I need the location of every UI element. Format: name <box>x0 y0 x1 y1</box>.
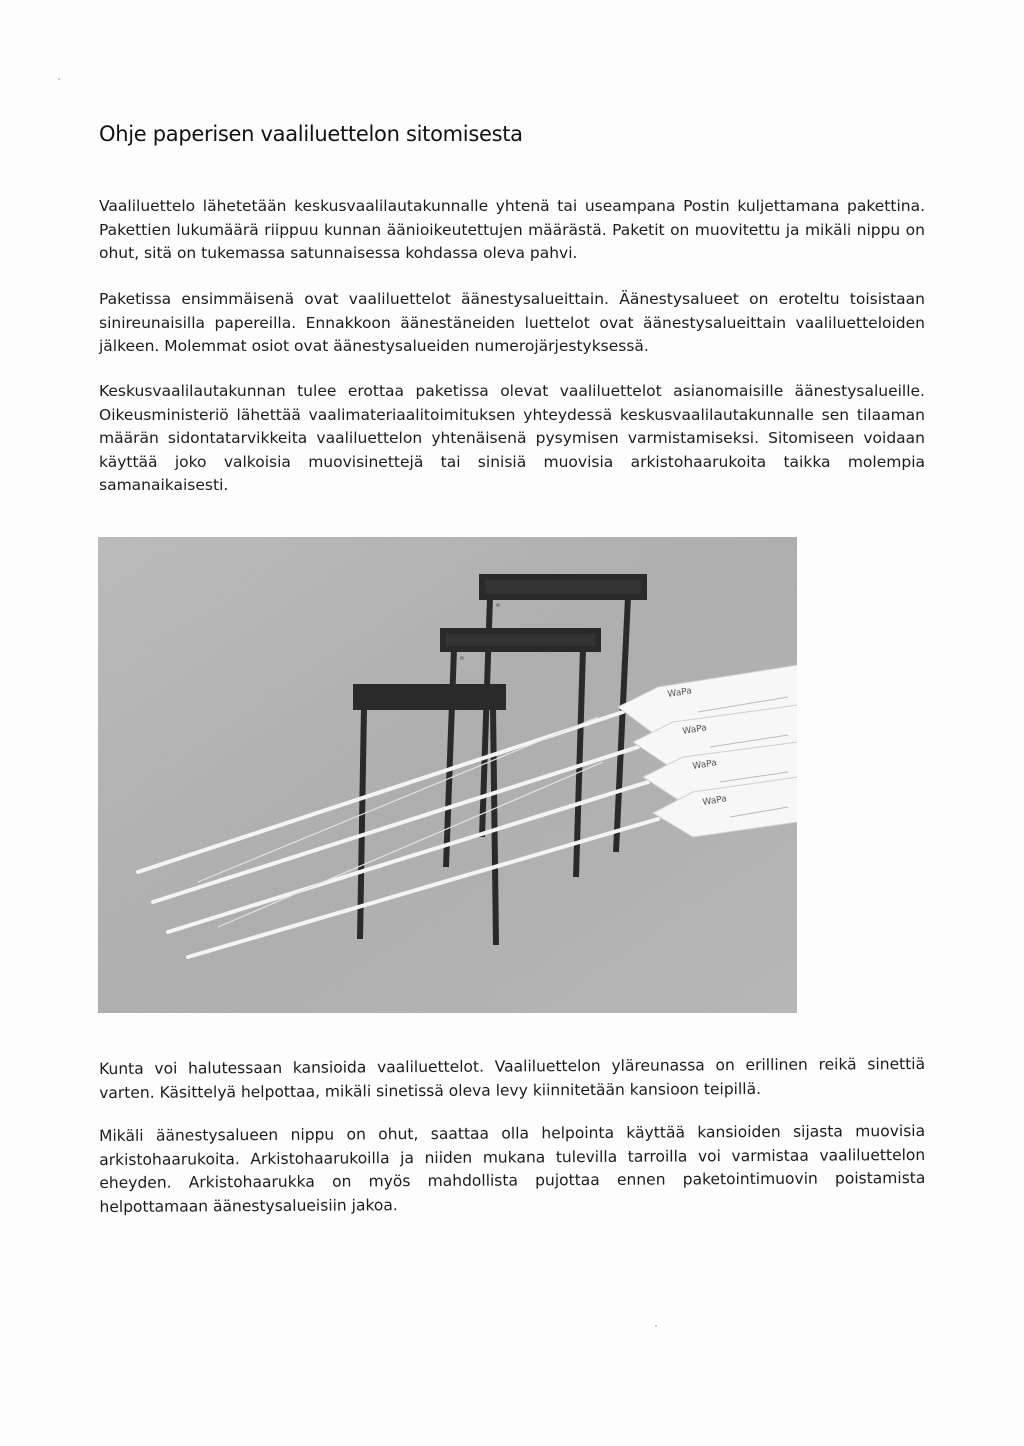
paragraph-archive-forks: Mikäli äänestysalueen nippu on ohut, saattaa olla helpointa käyttää kansioiden sijasta muovisia arkistohaarukoita. Arkistohaarukoilla ja niiden mukana tulevilla tarroilla voi varmistaa vaaliluettelon eheyden. Arkistohaarukka on myös mahdollista pujottaa ennen paketointimuovin poistamista helpottamaan äänestysalueisiin jakoa. <box>99 1121 926 1216</box>
seal-tag-label: WaPa <box>666 686 693 700</box>
seal-tag-label: WaPa <box>701 794 728 808</box>
binding-supplies-photo <box>98 537 797 1013</box>
scan-speck <box>655 1325 657 1327</box>
document-title: Ohje paperisen vaaliluettelon sitomisesta <box>99 122 523 146</box>
seal-tag-label: WaPa <box>681 723 708 737</box>
scan-speck <box>58 78 60 80</box>
paragraph-delivery: Vaaliluettelo lähetetään keskusvaalilautakunnalle yhtenä tai useampana Postin kuljettamana pakettina. Pakettien lukumäärä riippuu kunnan äänioikeutettujen määrästä. Paketit on muovitettu ja mikäli nippu on ohut, sitä on tukemassa satunnaisessa kohdassa oleva pahvi. <box>99 197 925 262</box>
paragraph-binding-supplies: Keskusvaalilautakunnan tulee erottaa paketissa olevat vaaliluettelot asianomaisille äänestysalueille. Oikeusministeriö lähettää vaalimateriaalitoimituksen yhteydessä keskusvaalilautakunnalle sen tilaaman määrän sidontatarvikkeita vaaliluettelon yhtenäisenä pysymisen varmistamiseksi. Sitomiseen voidaan käyttää joko valkoisia muovisinettejä tai sinisiä muovisia arkistohaarukoita taikka molempia samanaikaisesti. <box>99 382 925 494</box>
seal-tag-label: WaPa <box>691 758 718 772</box>
paragraph-package-order: Paketissa ensimmäisenä ovat vaaliluettelot äänestysalueittain. Äänestysalueet on eroteltu toisistaan sinireunaisilla papereilla. Ennakkoon äänestäneiden luettelot ovat äänestysalueittain vaaliluetteloiden jälkeen. Molemmat osiot ovat äänestysalueiden numerojärjestyksessä. <box>99 290 925 355</box>
paragraph-folders: Kunta voi halutessaan kansioida vaaliluettelot. Vaaliluettelon yläreunassa on erillinen reikä sinettiä varten. Käsittelyä helpottaa, mikäli sinetissä oleva levy kiinnitetään kansioon teipillä. <box>99 1054 926 1102</box>
